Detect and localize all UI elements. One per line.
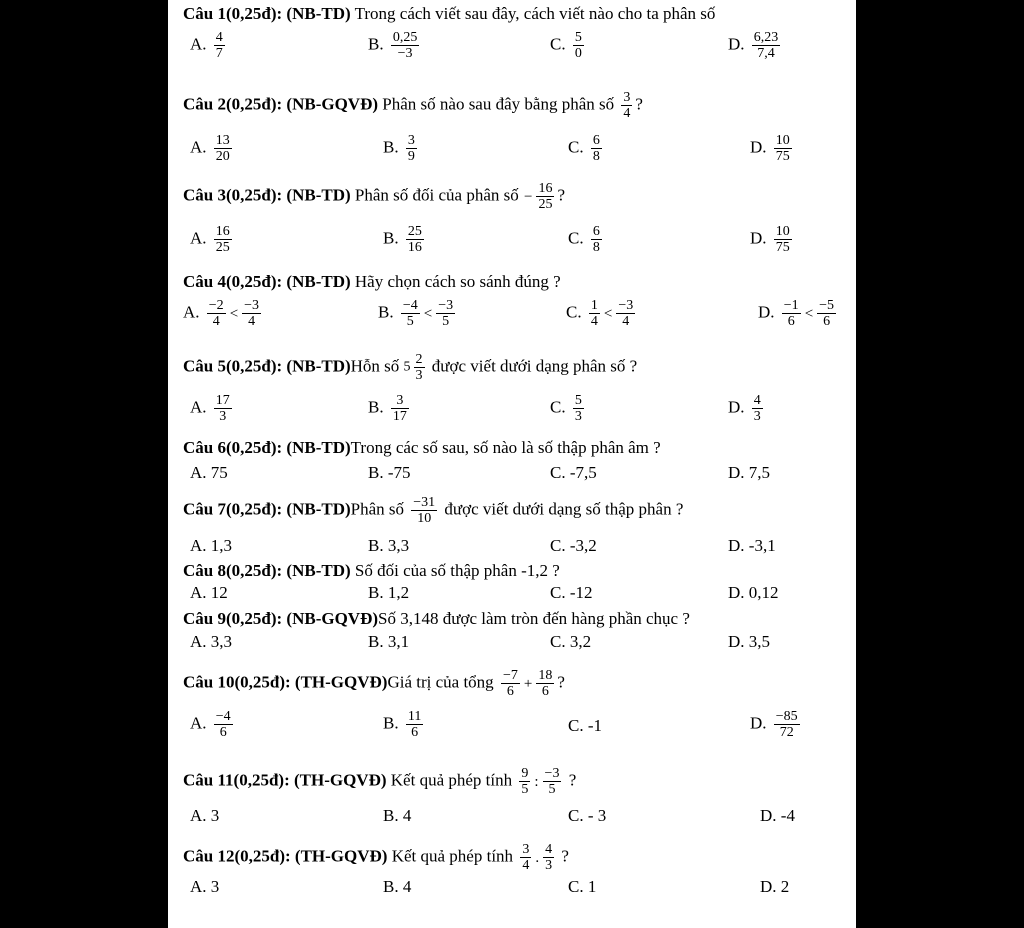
q6-option-d: D. 7,5 [728,463,771,482]
q10-option-a: A. $\frac{-4}{6}$ [190,709,231,740]
question-3: Câu 3(0,25đ): (NB-TD) Phân số đối của phân số − $\frac{16}{25}$ ? [183,181,565,212]
q5-option-c: C. $\frac{5}{3}$ [550,393,582,424]
q9-option-b: B. 3,1 [368,632,410,651]
q9-option-d: D. 3,5 [728,632,771,651]
q1-option-c: C. $\frac{5}{0}$ [550,30,582,61]
question-8 [183,561,560,581]
q12-option-b: B. 4 [383,877,412,896]
question-text: Số 3,148 được làm tròn đến hàng phần chục ? [378,609,690,628]
question-heading: Câu 7(0,25đ): (NB-TD) [183,499,351,519]
q4-option-c: C. $\frac{1}{4}$ < $\frac{-3}{4}$ [566,298,634,329]
q2-option-a: A. $\frac{13}{20}$ [190,133,230,164]
q5-option-d: D. $\frac{4}{3}$ [728,393,761,424]
q11-option-a: A. 3 [190,806,220,825]
question-text: Phân số [350,499,405,519]
question-heading: Câu 10(0,25đ): (TH-GQVĐ) [183,672,388,692]
q8-option-c: C. -12 [550,583,593,602]
q12-option-c: C. 1 [568,877,597,896]
question-text: Giá trị của tổng [387,672,494,692]
q11-option-d: D. -4 [760,806,795,825]
question-heading: Câu 6(0,25đ): (NB-TD) [183,438,351,457]
worksheet-page [168,0,856,928]
q7-option-b: B. 3,3 [368,536,410,555]
q4-option-d: D. $\frac{-1}{6}$ < $\frac{-5}{6}$ [758,298,835,329]
question-heading: Câu 1(0,25đ): (NB-TD) [183,4,351,23]
q12-option-d: D. 2 [760,877,790,896]
q3-option-a: A. $\frac{16}{25}$ [190,224,230,255]
question-1 [183,4,715,24]
question-heading: Câu 8(0,25đ): (NB-TD) [183,561,351,580]
q9-option-a: A. 3,3 [190,632,233,651]
q2-option-c: C. $\frac{6}{8}$ [568,133,600,164]
question-heading: Câu 9(0,25đ): (NB-GQVĐ) [183,609,379,628]
question-5: Câu 5(0,25đ): (NB-TD)Hỗn số 5 $\frac{2}{3}$ được viết dưới dạng phân số ? [183,352,638,383]
question-text: Số đối của số thập phân -1,2 ? [354,561,560,580]
question-text: Hãy chọn cách so sánh đúng ? [354,272,561,291]
q3-option-b: B. $\frac{25}{16}$ [383,224,422,255]
q4-option-a: A. $\frac{-2}{4}$ < $\frac{-3}{4}$ [183,298,260,329]
q5-option-b: B. $\frac{3}{17}$ [368,393,407,424]
q1-option-a: A. $\frac{4}{7}$ [190,30,223,61]
question-12: Câu 12(0,25đ): (TH-GQVĐ) Kết quả phép tính $\frac{3}{4}$ . $\frac{4}{3}$ ? [183,842,569,873]
q8-option-d: D. 0,12 [728,583,779,602]
question-text: Kết quả phép tính [390,770,513,790]
q10-option-d: D. $\frac{-85}{72}$ [750,709,798,740]
question-text: Trong các số sau, số nào là số thập phân âm ? [350,438,661,457]
q3-option-d: D. $\frac{10}{75}$ [750,224,790,255]
q8-option-b: B. 1,2 [368,583,410,602]
q10-option-b: B. $\frac{11}{6}$ [383,709,422,740]
question-10: Câu 10(0,25đ): (TH-GQVĐ)Giá trị của tổng $\frac{-7}{6}$ + $\frac{18}{6}$ ? [183,668,565,699]
q1-option-b: B. $\frac{0,25}{-3}$ [368,30,418,61]
q11-option-c: C. - 3 [568,806,607,825]
question-text: Trong cách viết sau đây, cách viết nào cho ta phân số [354,4,716,23]
q4-option-b: B. $\frac{-4}{5}$ < $\frac{-3}{5}$ [378,298,454,329]
q2-option-d: D. $\frac{10}{75}$ [750,133,790,164]
q6-option-a: A. 75 [190,463,228,482]
q9-option-c: C. 3,2 [550,632,592,651]
q10-option-c: C. -1 [568,716,603,735]
q7-option-d: D. -3,1 [728,536,776,555]
q5-option-a: A. $\frac{17}{3}$ [190,393,230,424]
q8-option-a: A. 12 [190,583,228,602]
q7-option-c: C. -3,2 [550,536,597,555]
question-heading: Câu 3(0,25đ): (NB-TD) [183,185,351,205]
question-2: Câu 2(0,25đ): (NB-GQVĐ) Phân số nào sau đây bằng phân số $\frac{3}{4}$ ? [183,90,643,121]
question-6 [183,438,661,458]
question-heading: Câu 5(0,25đ): (NB-TD) [183,356,351,376]
q2-option-b: B. $\frac{3}{9}$ [383,133,415,164]
question-heading: Câu 11(0,25đ): (TH-GQVĐ) [183,770,387,790]
question-4 [183,272,561,292]
question-text: Phân số đối của phân số [354,185,519,205]
q1-option-d: D. $\frac{6,23}{7,4}$ [728,30,779,61]
q12-option-a: A. 3 [190,877,220,896]
q6-option-c: C. -7,5 [550,463,597,482]
question-11: Câu 11(0,25đ): (TH-GQVĐ) Kết quả phép tính $\frac{9}{5}$ : $\frac{-3}{5}$ ? [183,766,577,797]
question-7: Câu 7(0,25đ): (NB-TD)Phân số $\frac{-31}{10}$ được viết dưới dạng số thập phân ? [183,495,684,526]
question-heading: Câu 12(0,25đ): (TH-GQVĐ) [183,846,388,866]
q11-option-b: B. 4 [383,806,412,825]
question-heading: Câu 2(0,25đ): (NB-GQVĐ) [183,94,379,114]
question-text: Hỗn số [350,356,400,376]
question-9 [183,609,690,629]
question-text: Kết quả phép tính [391,846,514,866]
q3-option-c: C. $\frac{6}{8}$ [568,224,600,255]
q6-option-b: B. -75 [368,463,411,482]
q7-option-a: A. 1,3 [190,536,233,555]
question-text: Phân số nào sau đây bằng phân số [382,94,615,114]
question-heading: Câu 4(0,25đ): (NB-TD) [183,272,351,291]
